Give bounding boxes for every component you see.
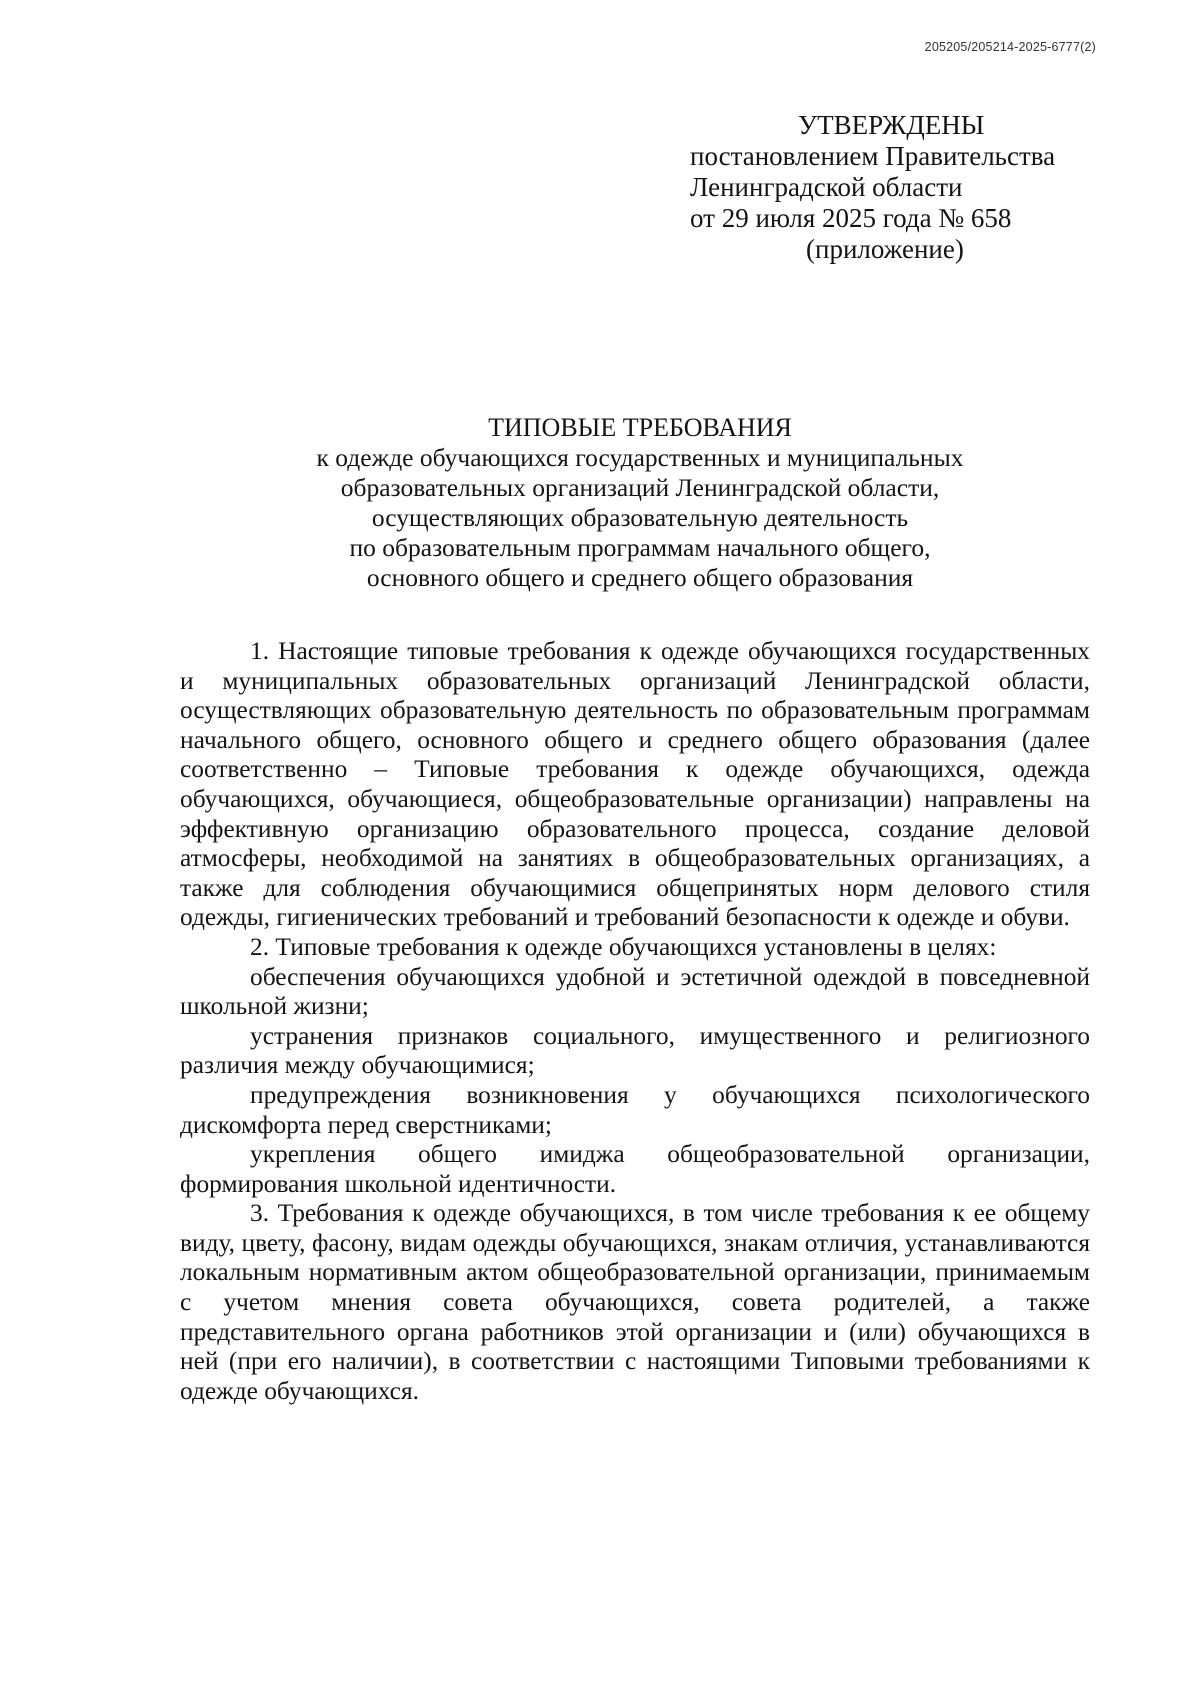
approval-block bbox=[690, 110, 1090, 265]
paragraph-2-item-d: укрепления общего имиджа общеобразовательной организации, формирования школьной идентичности. bbox=[180, 1140, 1090, 1198]
document-title-block bbox=[190, 412, 1090, 593]
title-line-4: по образовательным программам начального общего, bbox=[349, 533, 931, 562]
approval-heading: УТВЕРЖДЕНЫ bbox=[798, 110, 985, 140]
paragraph-2-item-c: предупреждения возникновения у обучающихся психологического дискомфорта перед сверстниками; bbox=[180, 1080, 1090, 1139]
appendix-note: (приложение) bbox=[806, 234, 964, 264]
title-line-3: осуществляющих образовательную деятельность bbox=[371, 503, 909, 532]
title-line-2: образовательных организаций Ленинградской области, bbox=[340, 473, 940, 502]
paragraph-2-item-a: обеспечения обучающихся удобной и эстетичной одеждой в повседневной школьной жизни; bbox=[180, 962, 1090, 1021]
paragraph-2: 2. Типовые требования к одежде обучающихся установлены в целях: bbox=[250, 932, 997, 961]
paragraph-2-item-b: устранения признаков социального, имущественного и религиозного различия между обучающимися; bbox=[180, 1021, 1090, 1080]
title-line-5: основного общего и среднего общего образования bbox=[366, 563, 914, 592]
paragraph-3: 3. Требования к одежде обучающихся, в том числе требования к ее общему виду, цвету, фасону, видам одежды обучающихся, знакам отличия, устанавливаются локальным нормативным актом общеобразовательной организации, принимаемым с учетом мнения совета обучающихся, совета родителей, а также представительного органа работников этой организации и (или) обучающихся в ней (при его наличии), в соответствии с настоящими Типовыми требованиями к одежде обучающихся. bbox=[180, 1199, 1090, 1405]
title-line-1: к одежде обучающихся государственных и муниципальных bbox=[316, 443, 964, 472]
approval-line-1: постановлением Правительства bbox=[690, 141, 1056, 171]
approval-line-3: от 29 июля 2025 года № 658 bbox=[690, 203, 1012, 233]
approval-line-2: Ленинградской области bbox=[690, 172, 963, 202]
document-body bbox=[180, 637, 1090, 1406]
document-title: ТИПОВЫЕ ТРЕБОВАНИЯ bbox=[488, 413, 792, 442]
document-id: 205205/205214-2025-6777(2) bbox=[924, 40, 1096, 54]
paragraph-1: 1. Настоящие типовые требования к одежде обучающихся государственных и муниципальных образовательных организаций Ленинградской области, осуществляющих образовательную деятельность по образовательным программам начального общего, основного общего и среднего общего образования (далее соответственно – Типовые требования к одежде обучающихся, одежда обучающихся, обучающиеся, общеобразовательные организации) направлены на эффективную организацию образовательного процесса, создание деловой атмосферы, необходимой на занятиях в общеобразовательных организациях, а также для соблюдения обучающимися общепринятых норм делового стиля одежды, гигиенических требований и требований безопасности к одежде и обуви. bbox=[180, 637, 1090, 932]
